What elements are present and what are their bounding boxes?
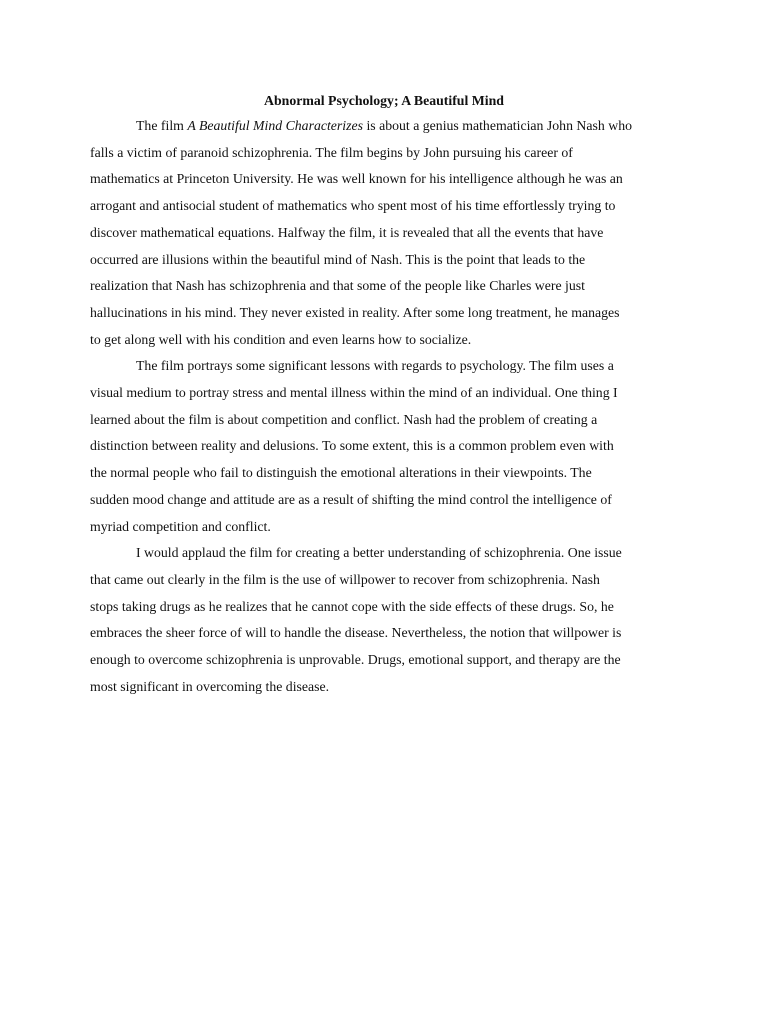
text-line: embraces the sheer force of will to handle the disease. Nevertheless, the notion that willpower is bbox=[90, 625, 622, 641]
text-line: I would applaud the film for creating a better understanding of schizophrenia. One issue bbox=[136, 545, 622, 561]
text-line: sudden mood change and attitude are as a result of shifting the mind control the intelligence of bbox=[90, 491, 612, 507]
text-line: to get along well with his condition and even learns how to socialize. bbox=[90, 331, 472, 347]
text-line: enough to overcome schizophrenia is unprovable. Drugs, emotional support, and therapy are the bbox=[90, 652, 621, 668]
document-body bbox=[90, 90, 678, 700]
document-title: Abnormal Psychology; A Beautiful Mind bbox=[264, 93, 504, 108]
text-line: visual medium to portray stress and mental illness within the mind of an individual. One thing I bbox=[90, 385, 618, 401]
text-line: distinction between reality and delusions. To some extent, this is a common problem even with bbox=[90, 438, 614, 454]
text-line: The film portrays some significant lessons with regards to psychology. The film uses a bbox=[136, 358, 614, 374]
paragraph-container bbox=[90, 113, 678, 700]
text-line: learned about the film is about competition and conflict. Nash had the problem of creating a bbox=[90, 411, 598, 427]
text-line: stops taking drugs as he realizes that he cannot cope with the side effects of these drugs. So, he bbox=[90, 598, 614, 614]
text-line: mathematics at Princeton University. He was well known for his intelligence although he was an bbox=[90, 171, 623, 187]
text-line: hallucinations in his mind. They never existed in reality. After some long treatment, he manages bbox=[90, 304, 620, 320]
text-line: falls a victim of paranoid schizophrenia. The film begins by John pursuing his career of bbox=[90, 144, 573, 160]
body-paragraph bbox=[90, 113, 678, 353]
text-run: The film bbox=[136, 118, 188, 133]
film-title-italic: A Beautiful Mind Characterizes bbox=[187, 118, 363, 133]
text-line: discover mathematical equations. Halfway the film, it is revealed that all the events that have bbox=[90, 224, 604, 240]
text-line: the normal people who fail to distinguish the emotional alterations in their viewpoints. The bbox=[90, 465, 592, 481]
text-line: occurred are illusions within the beautiful mind of Nash. This is the point that leads to the bbox=[90, 251, 586, 267]
text-line: that came out clearly in the film is the use of willpower to recover from schizophrenia. Nash bbox=[90, 571, 600, 587]
body-paragraph bbox=[90, 353, 678, 540]
text-run: is about a genius mathematician John Nash who bbox=[363, 118, 632, 133]
text-line: myriad competition and conflict. bbox=[90, 518, 271, 534]
text-line: realization that Nash has schizophrenia and that some of the people like Charles were just bbox=[90, 278, 585, 294]
text-line: arrogant and antisocial student of mathematics who spent most of his time effortlessly trying to bbox=[90, 198, 616, 214]
text-line: most significant in overcoming the disease. bbox=[90, 678, 330, 694]
body-paragraph bbox=[90, 540, 678, 700]
